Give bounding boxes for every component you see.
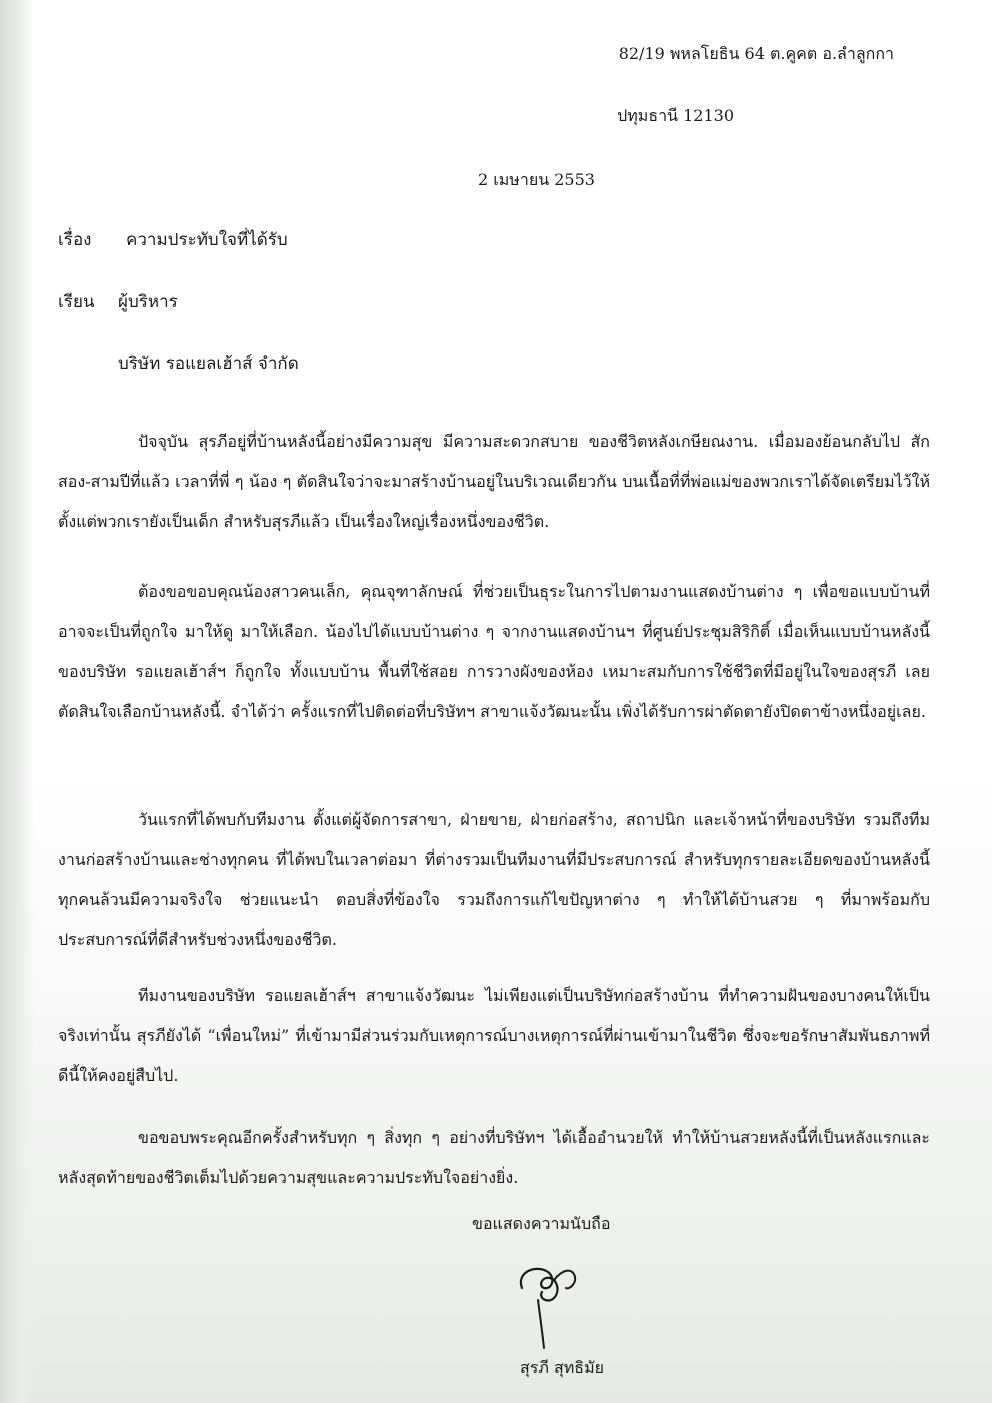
recipient-label: เรียน <box>58 292 95 312</box>
sender-address-line1: 82/19 พหลโยธิน 64 ต.คูคต อ.ลำลูกกา <box>618 44 894 63</box>
recipient-company: บริษัท รอแยลเฮ้าส์ จำกัด <box>118 354 299 374</box>
sender-address-line2: ปทุมธานี 12130 <box>617 106 734 125</box>
letter-date: 2 เมษายน 2553 <box>478 170 595 189</box>
body-paragraph-5: ขอขอบพระคุณอีกครั้งสำหรับทุก ๆ สิ่งทุก ๆ อย่างที่บริษัทฯ ได้เอื้ออำนวยให้ ทำให้บ้านสวยหลังนี้ที่เป็นหลังแรกและหลังสุดท้ายของชีวิตเต็มไปด้วยความสุขและความประทับใจอย่างยิ่ง. <box>58 1128 930 1187</box>
signer-name: สุรภี สุทธิมัย <box>520 1358 604 1377</box>
body-paragraph-2: ต้องขอขอบคุณน้องสาวคนเล็ก, คุณจุฑาลักษณ์ ที่ช่วยเป็นธุระในการไปตามงานแสดงบ้านต่าง ๆ เพื่อขอแบบบ้านที่อาจจะเป็นที่ถูกใจ มาให้ดู มาให้เลือก. น้องไปได้แบบบ้านต่าง ๆ จากงานแสดงบ้านฯ ที่ศูนย์ประชุมสิริกิติ์ เมื่อเห็นแบบบ้านหลังนี้ของบริษัท รอแยลเฮ้าส์ฯ ก็ถูกใจ ทั้งแบบบ้าน พื้นที่ใช้สอย การวางผังของห้อง เหมาะสมกับการใช้ชีวิตที่มีอยู่ในใจของสุรภี เลยตัดสินใจเลือกบ้านหลังนี้. จำได้ว่า ครั้งแรกที่ไปติดต่อที่บริษัทฯ สาขาแจ้งวัฒนะนั้น เพิ่งได้รับการผ่าตัดตายังปิดตาข้างหนึ่งอยู่เลย. <box>58 582 930 721</box>
subject-value: ความประทับใจที่ได้รับ <box>126 230 288 250</box>
recipient-value: ผู้บริหาร <box>118 292 178 312</box>
subject-label: เรื่อง <box>58 230 92 250</box>
closing-salutation: ขอแสดงความนับถือ <box>472 1214 611 1233</box>
body-paragraph-1: ปัจจุบัน สุรภีอยู่ที่บ้านหลังนี้อย่างมีความสุข มีความสะดวกสบาย ของชีวิตหลังเกษียณงาน. เมื่อมองย้อนกลับไป สักสอง-สามปีที่แล้ว เวลาที่พี่ ๆ น้อง ๆ ตัดสินใจว่าจะมาสร้างบ้านอยู่ในบริเวณเดียวกัน บนเนื้อที่ที่พ่อแม่ของพวกเราได้จัดเตรียมไว้ให้ตั้งแต่พวกเรายังเป็นเด็ก สำหรับสุรภีแล้ว เป็นเรื่องใหญ่เรื่องหนึ่งของชีวิต. <box>58 432 930 531</box>
body-paragraph-3: วันแรกที่ได้พบกับทีมงาน ตั้งแต่ผู้จัดการสาขา, ฝ่ายขาย, ฝ่ายก่อสร้าง, สถาปนิก และเจ้าหน้าที่ของบริษัท รวมถึงทีมงานก่อสร้างบ้านและช่างทุกคน ที่ได้พบในเวลาต่อมา ที่ต่างรวมเป็นทีมงานที่มีประสบการณ์ สำหรับทุกรายละเอียดของบ้านหลังนี้ ทุกคนล้วนมีความจริงใจ ช่วยแนะนำ ตอบสิ่งที่ข้องใจ รวมถึงการแก้ไขปัญหาต่าง ๆ ทำให้ได้บ้านสวย ๆ ที่มาพร้อมกับประสบการณ์ที่ดีสำหรับช่วงหนึ่งของชีวิต. <box>58 810 930 949</box>
body-paragraph-4: ทีมงานของบริษัท รอแยลเฮ้าส์ฯ สาขาแจ้งวัฒนะ ไม่เพียงแต่เป็นบริษัทก่อสร้างบ้าน ที่ทำความฝันของบางคนให้เป็นจริงเท่านั้น สุรภียังได้ “เพื่อนใหม่” ที่เข้ามามีส่วนร่วมกับเหตุการณ์บางเหตุการณ์ที่ผ่านเข้ามาในชีวิต ซึ่งจะขอรักษาสัมพันธภาพที่ดีนี้ให้คงอยู่สืบไป. <box>58 986 930 1085</box>
handwritten-signature <box>508 1258 584 1354</box>
